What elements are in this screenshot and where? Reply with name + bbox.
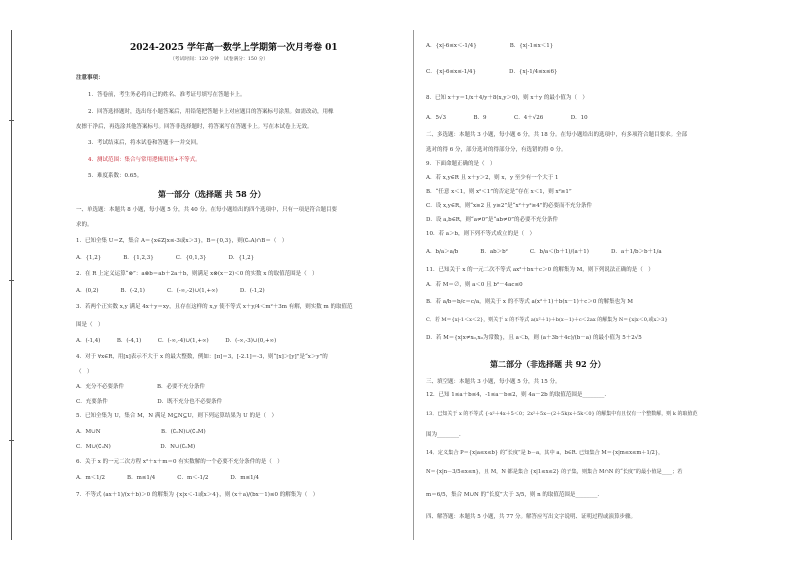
option-line: A．5√3 B．9 C．4＋√26 D．10 xyxy=(426,115,588,121)
note-line: 1．答卷前，考生务必将自己的姓名、准考证号填写在答题卡上。 xyxy=(88,92,246,98)
option-line: C．M∪(∁ᵤN) D．N∪(∁ᵤM) xyxy=(76,444,196,450)
option-line: C．充要条件 D．既不充分也不必要条件 xyxy=(76,399,223,405)
question-line: 14．定义集合 P＝{x|a≤x≤b} 的“长度”是 b－a，其中 a，b∈R. 已知集合 M＝{x|m≤x≤m＋1/2}， xyxy=(426,450,664,456)
exam-subtitle: （考试时间：120 分钟 试卷满分：150 分） xyxy=(170,57,269,62)
right-column xyxy=(420,0,755,562)
option-line: A．(-1,4) B．(-4,1) C．(-∞,-4)∪(1,+∞) D．(-∞,-3)∪(0,+∞) xyxy=(76,338,277,344)
option-line: A．b/a＞a/b B．ab＞b² C．b/a＜(b＋1)/(a＋1) D．a＋1/b＞b＋1/a xyxy=(426,249,662,255)
question-line: 求的。 xyxy=(76,222,93,228)
question-line: 围是（ ） xyxy=(76,322,104,328)
note-line: 5．难度系数：0.65。 xyxy=(88,173,143,179)
option-line: A．充分不必要条件 B．必要不充分条件 xyxy=(76,384,206,390)
note-line: 皮擦干净后，再选涂其他答案标号。回答非选择题时，将答案写在答题卡上。写在本试卷上无效。 xyxy=(76,124,313,130)
notes-header: 注意事项： xyxy=(76,75,104,81)
note-line: 2．回答选择题时，选出每小题答案后，用铅笔把答题卡上对应题目的答案标号涂黑。如需改动，用橡 xyxy=(88,109,334,115)
section-heading: 二、多选题：本题共 3 小题，每小题 6 分，共 18 分。在每小题给出的选项中，有多项符合题目要求。全部 xyxy=(426,132,687,138)
question-line: 4．对于 ∀x∈R，用[x]表示不大于 x 的最大整数，例如：[π]＝3，[-2.1]＝-3，则“[x]＞[y]”是“x＞y”的 xyxy=(76,354,328,360)
option-line: D．设 a,b∈R，则“a≠0”是“ab≠0”的必要不充分条件 xyxy=(426,217,558,223)
test-scope: 4．测试范围：集合与常用逻辑用语+不等式。 xyxy=(88,157,201,163)
option-line: A．若 M＝∅，则 a＜0 且 b²－4ac≤0 xyxy=(426,282,523,288)
binding-tick xyxy=(9,440,14,441)
question-line: m＝6/5，集合 M∪N 的“长度”大于 3/5，则 n 的取值范围是________. xyxy=(426,492,600,498)
binding-tick xyxy=(9,120,14,121)
option-line: C．设 x,y∈R，则“x≥2 且 y≥2”是“x²＋y²≥4”的必要而不充分条件 xyxy=(426,203,593,209)
option-line: A．M∪N B．(∁ᵤN)∪(∁ᵤM) xyxy=(76,429,206,435)
option-line: A．若 x,y∈R 且 x＋y＞2，则 x，y 至少有一个大于 1 xyxy=(426,175,559,181)
question-line: N＝{x|n－3/5≤x≤n}，且 M，N 都是集合 {x|1≤x≤2} 的子集，则集合 M∩N 的“长度”的最小值是____；若 xyxy=(426,469,683,475)
question-line: （ ） xyxy=(76,369,93,375)
section-heading: 选对的得 6 分，部分选对的得部分分，有选错的得 0 分。 xyxy=(426,147,567,153)
question-line: 一、单选题：本题共 8 小题，每小题 5 分，共 40 分。在每小题给出的四个选项中，只有一项是符合题目要 xyxy=(76,207,337,213)
section-heading: 三、填空题：本题共 3 小题，每小题 5 分，共 15 分。 xyxy=(426,379,561,385)
question-line: 6．关于 x 的一元二次方程 x²＋x＋m＝0 有实数解的一个必要不充分条件的是（ ） xyxy=(76,459,283,465)
question-line: 2．在 R 上定义运算“⊗”：a⊗b＝ab＋2a＋b，则满足 x⊗(x－2)＜0 的实数 x 的取值范围是（ ） xyxy=(76,271,318,277)
part1-title: 第一部分（选择题 共 58 分） xyxy=(158,189,266,199)
question-line: 围为________. xyxy=(426,432,461,438)
exam-title: 2024-2025 学年高一数学上学期第一次月考卷 01 xyxy=(130,43,338,53)
option-line: B．若 a/b＝b/c＝c/a，则关于 x 的不等式 a(x²＋1)＋b(x－1)＋c＞0 的解集也为 M xyxy=(426,299,633,305)
option-line: A．{x|-6≤x＜-1/4} B．{x|-1≤x＜1} xyxy=(426,43,554,49)
option-line: A．m＜1/2 B．m≤1/4 C．m＜-1/2 D．m≤1/4 xyxy=(76,475,259,481)
question-line: 7．不等式 (ax＋1)/(x＋b)＞0 的解集为 {x|x＜-1或x＞4}，则 (x＋a)/(bx－1)≤0 的解集为（ ） xyxy=(76,492,319,498)
question-line: 12．已知 1≤a＋b≤4，-1≤a－b≤2，则 4a－2b 的取值范围是________. xyxy=(426,392,607,398)
part2-title: 第二部分（非选择题 共 92 分） xyxy=(490,359,606,369)
question-line: 5．已知全集为 U，集合 M，N 满足 M⊆N⊆U，则下列运算结果为 U 的是（ ） xyxy=(76,413,278,419)
binding-tick xyxy=(9,280,14,281)
question-line: 11．已知关于 x 的一元二次不等式 ax²＋bx＋c＞0 的解集为 M，则下列说法正确的是（ ） xyxy=(426,267,654,273)
question-line: 10．若 a＞b，则下列不等式成立的是（ ） xyxy=(426,231,536,237)
question-line: 1．已知全集 U＝Z，集合 A＝{x∈Z|x≤-3或x＞3}，B＝{0,3}，则(∁ᵤA)∩B＝（ ） xyxy=(76,238,288,244)
option-line: C．{x|-6≤x≤-1/4} D．{x|-1/4≤x≤6} xyxy=(426,69,558,75)
binding-margin-line xyxy=(11,30,12,540)
option-line: D．若 M＝{x|x≠x₀,x₀为常数}，且 a＜b，则 (a＋3b＋4c)/(b－a) 的最小值为 5＋2√5 xyxy=(426,335,642,341)
question-line: 3．若两个正实数 x,y 满足 4x＋y＝xy，且存在这样的 x,y 使不等式 x＋y/4＜m²＋3m 有解，则实数 m 的取值范 xyxy=(76,304,353,310)
option-line: A．{1,2} B．{1,2,3} C．{0,1,3} D．{1,2} xyxy=(76,255,255,261)
note-line: 3．考试结束后，将本试卷和答题卡一并交回。 xyxy=(88,140,202,146)
section-heading: 四、解答题：本题共 5 小题，共 77 分。解答应写出文字说明、证明过程或演算步骤。 xyxy=(426,514,636,520)
option-line: C．若 M＝{x|-1＜x＜2}，则关于 x 的不等式 a(x²＋1)＋b(x－1)＋c＜2ax 的解集为 N＝{x|x＜0,或x＞3} xyxy=(426,317,668,323)
option-line: A．(0,2) B．(-2,1) C．(-∞,-2)∪(1,+∞) D．(-1,2) xyxy=(76,288,265,294)
question-line: 8．已知 x＋y＝1/x＋4/y＋8(x,y＞0)，则 x＋y 的最小值为（ ） xyxy=(426,95,588,101)
question-line: 9．下面命题正确的是（ ） xyxy=(426,161,496,167)
option-line: B．“任意 x＜1，则 x²＜1”的否定是“存在 x＜1，则 x²≥1” xyxy=(426,189,572,195)
left-column xyxy=(78,0,408,562)
question-line: 13．已知关于 x 的不等式 {-x²＋4x＋5＜0；2x²＋5x－(2＋5k)x＋5k＜0} 的解集中有且仅有一个整数解，则 k 的取值范 xyxy=(426,411,698,417)
column-divider xyxy=(413,30,414,540)
